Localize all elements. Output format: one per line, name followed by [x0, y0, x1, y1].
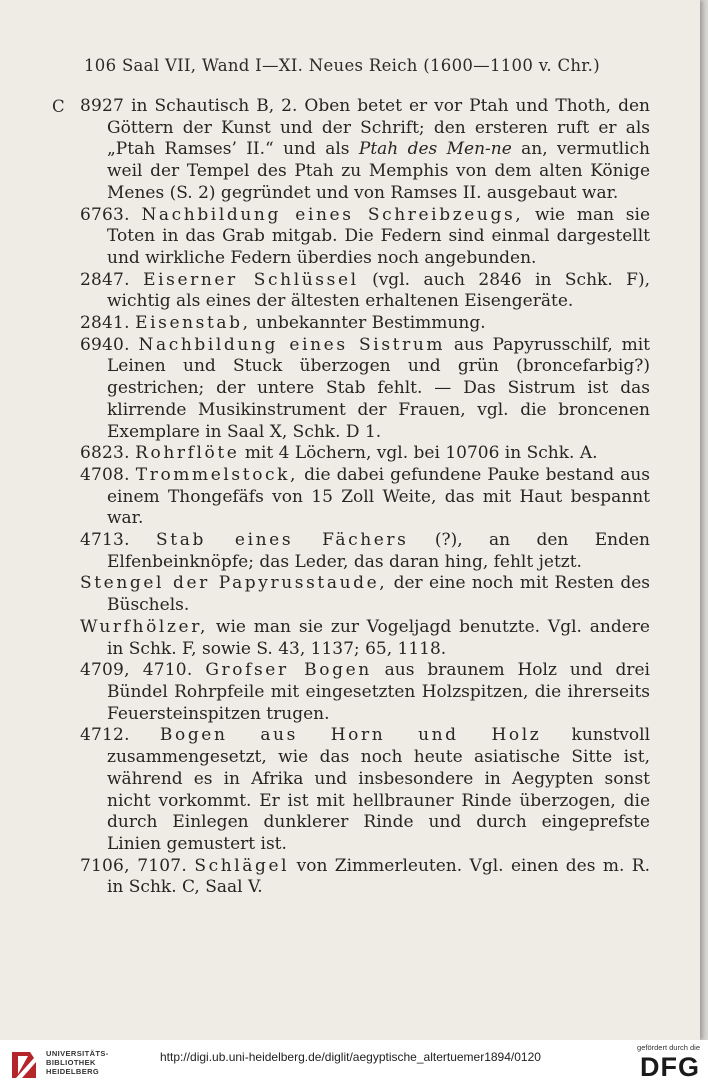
viewer-footer — [0, 1040, 708, 1091]
library-logo[interactable] — [8, 1048, 128, 1084]
margin-letter: C — [52, 97, 65, 116]
entry-number: 2847. — [80, 269, 130, 290]
university-seal-icon — [8, 1048, 38, 1082]
entry-4713 — [80, 530, 650, 573]
entry-italic: Ptah des Men-ne — [358, 139, 512, 160]
entry-7106-7107 — [80, 856, 650, 899]
entry-text: (?), an den Enden Elfenbeinknöpfe; das Leder, das daran hing, fehlt jetzt. — [107, 530, 650, 572]
page-url-link[interactable]: http://digi.ub.uni-heidelberg.de/diglit/aegyptische_altertuemer1894/0120 — [160, 1050, 541, 1064]
body-text — [80, 96, 650, 899]
entry-text: aus braunem Holz und drei Bündel Rohrpfeile mit eingesetzten Holzspitzen, die ihrerseits Feuersteinspitzen trugen. — [107, 660, 650, 724]
entry-heading: Rohrflöte — [135, 443, 240, 464]
entry-number: 8927 — [80, 96, 125, 116]
entry-4709-4710 — [80, 660, 650, 725]
entry-heading: Stab eines Fächers — [156, 530, 409, 551]
entry-text: von Zimmerleuten. Vgl. einen des m. R. in Schk. C, Saal V. — [107, 855, 650, 898]
entry-number: 4713. — [80, 530, 130, 551]
entry-heading: Nachbildung eines Schreibzeugs, — [141, 204, 524, 225]
entry-number: 2841. — [80, 313, 130, 334]
entry-number: 6763. — [80, 204, 130, 225]
entry-text: aus Papyrusschilf, mit Leinen und Stuck überzogen und grün (broncefarbig?) gestrichen; der untere Stab fehlt. — Das Sistrum ist das klirrende Musikinstrument der Frauen, vgl. die broncenen Exemplare in Saal X, Schk. D 1. — [107, 334, 650, 442]
entry-heading: Eiserner Schlüssel — [143, 269, 359, 290]
entry-8927 — [80, 96, 650, 205]
entry-text: der eine noch mit Resten des Büschels. — [107, 573, 650, 616]
entry-number: 4708. — [80, 464, 130, 485]
entry-text: die dabei gefundene Pauke bestand aus einem Thongefäfs von 15 Zoll Weite, das mit Haut bespannt war. — [107, 464, 650, 529]
entry-heading: Schlägel — [194, 855, 290, 876]
entry-number: 7106, 7107. — [80, 855, 187, 876]
funding-note: gefördert durch die — [637, 1043, 700, 1052]
entry-6940 — [80, 335, 650, 444]
entry-4712 — [80, 725, 650, 855]
entry-wurfhoelzer — [80, 617, 650, 660]
entry-heading: Bogen aus Horn und Holz — [159, 725, 542, 746]
entry-heading: Eisenstab, — [135, 313, 251, 334]
dfg-wordmark: DFG — [640, 1052, 700, 1082]
entry-text: in Schautisch B, 2. Oben betet er vor Ptah und Thoth, den Göttern der Kunst und der Schrift; den ersteren ruft er als „Ptah Ramses’ II.“ und als — [107, 96, 650, 160]
entry-text: unbekannter Bestimmung. — [250, 313, 486, 334]
entry-heading: Trommelstock, — [135, 464, 299, 485]
entry-6763 — [80, 205, 650, 270]
entry-heading: Nachbildung eines Sistrum — [138, 334, 446, 355]
entry-text: an, vermutlich weil der Tempel des Ptah zu Memphis von dem alten Könige Menes (S. 2) gegründet und von Ramses II. ausgebaut war. — [107, 139, 650, 203]
entry-number: 6823. — [80, 443, 130, 464]
entry-number: 4712. — [80, 725, 130, 746]
dfg-logo[interactable] — [610, 1043, 700, 1089]
library-name: UNIVERSITÄTS- BIBLIOTHEK HEIDELBERG — [46, 1049, 109, 1076]
entry-2847 — [80, 270, 650, 313]
entry-text: wie man sie zur Vogeljagd benutzte. Vgl. andere in Schk. F, sowie S. 43, 1137; 65, 1118. — [107, 616, 650, 659]
entry-number: 6940. — [80, 334, 130, 355]
entry-4708 — [80, 465, 650, 530]
entry-papyrusstaude — [80, 573, 650, 616]
entry-number: 4709, 4710. — [80, 660, 193, 681]
entry-text: wie man sie Toten in das Grab mitgab. Die Federn sind einmal dargestellt und wirkliche Federn überdies noch angebunden. — [107, 204, 651, 268]
entry-heading: Stengel der Papyrusstaude, — [80, 573, 388, 594]
entry-text: kunstvoll zusammengesetzt, wie das noch heute asiatische Sitte ist, während es in Afrika und insbesondere in Aegypten sonst nicht vorkommt. Er ist mit hellbrauner Rinde überzogen, die durch Einlegen dunklerer Rinde und durch eingeprefste Linien gemustert ist. — [107, 725, 651, 854]
entry-heading: Wurfhölzer, — [80, 616, 209, 637]
entry-6823 — [80, 443, 650, 465]
entry-text: mit 4 Löchern, vgl. bei 10706 in Schk. A. — [239, 443, 598, 464]
running-head: 106 Saal VII, Wand I—XI. Neues Reich (1600—1100 v. Chr.) — [84, 56, 600, 75]
entry-2841 — [80, 313, 650, 335]
entry-heading: Grofser Bogen — [205, 660, 372, 681]
entry-text: (vgl. auch 2846 in Schk. F), wichtig als eines der ältesten erhaltenen Eisengeräte. — [107, 269, 650, 312]
